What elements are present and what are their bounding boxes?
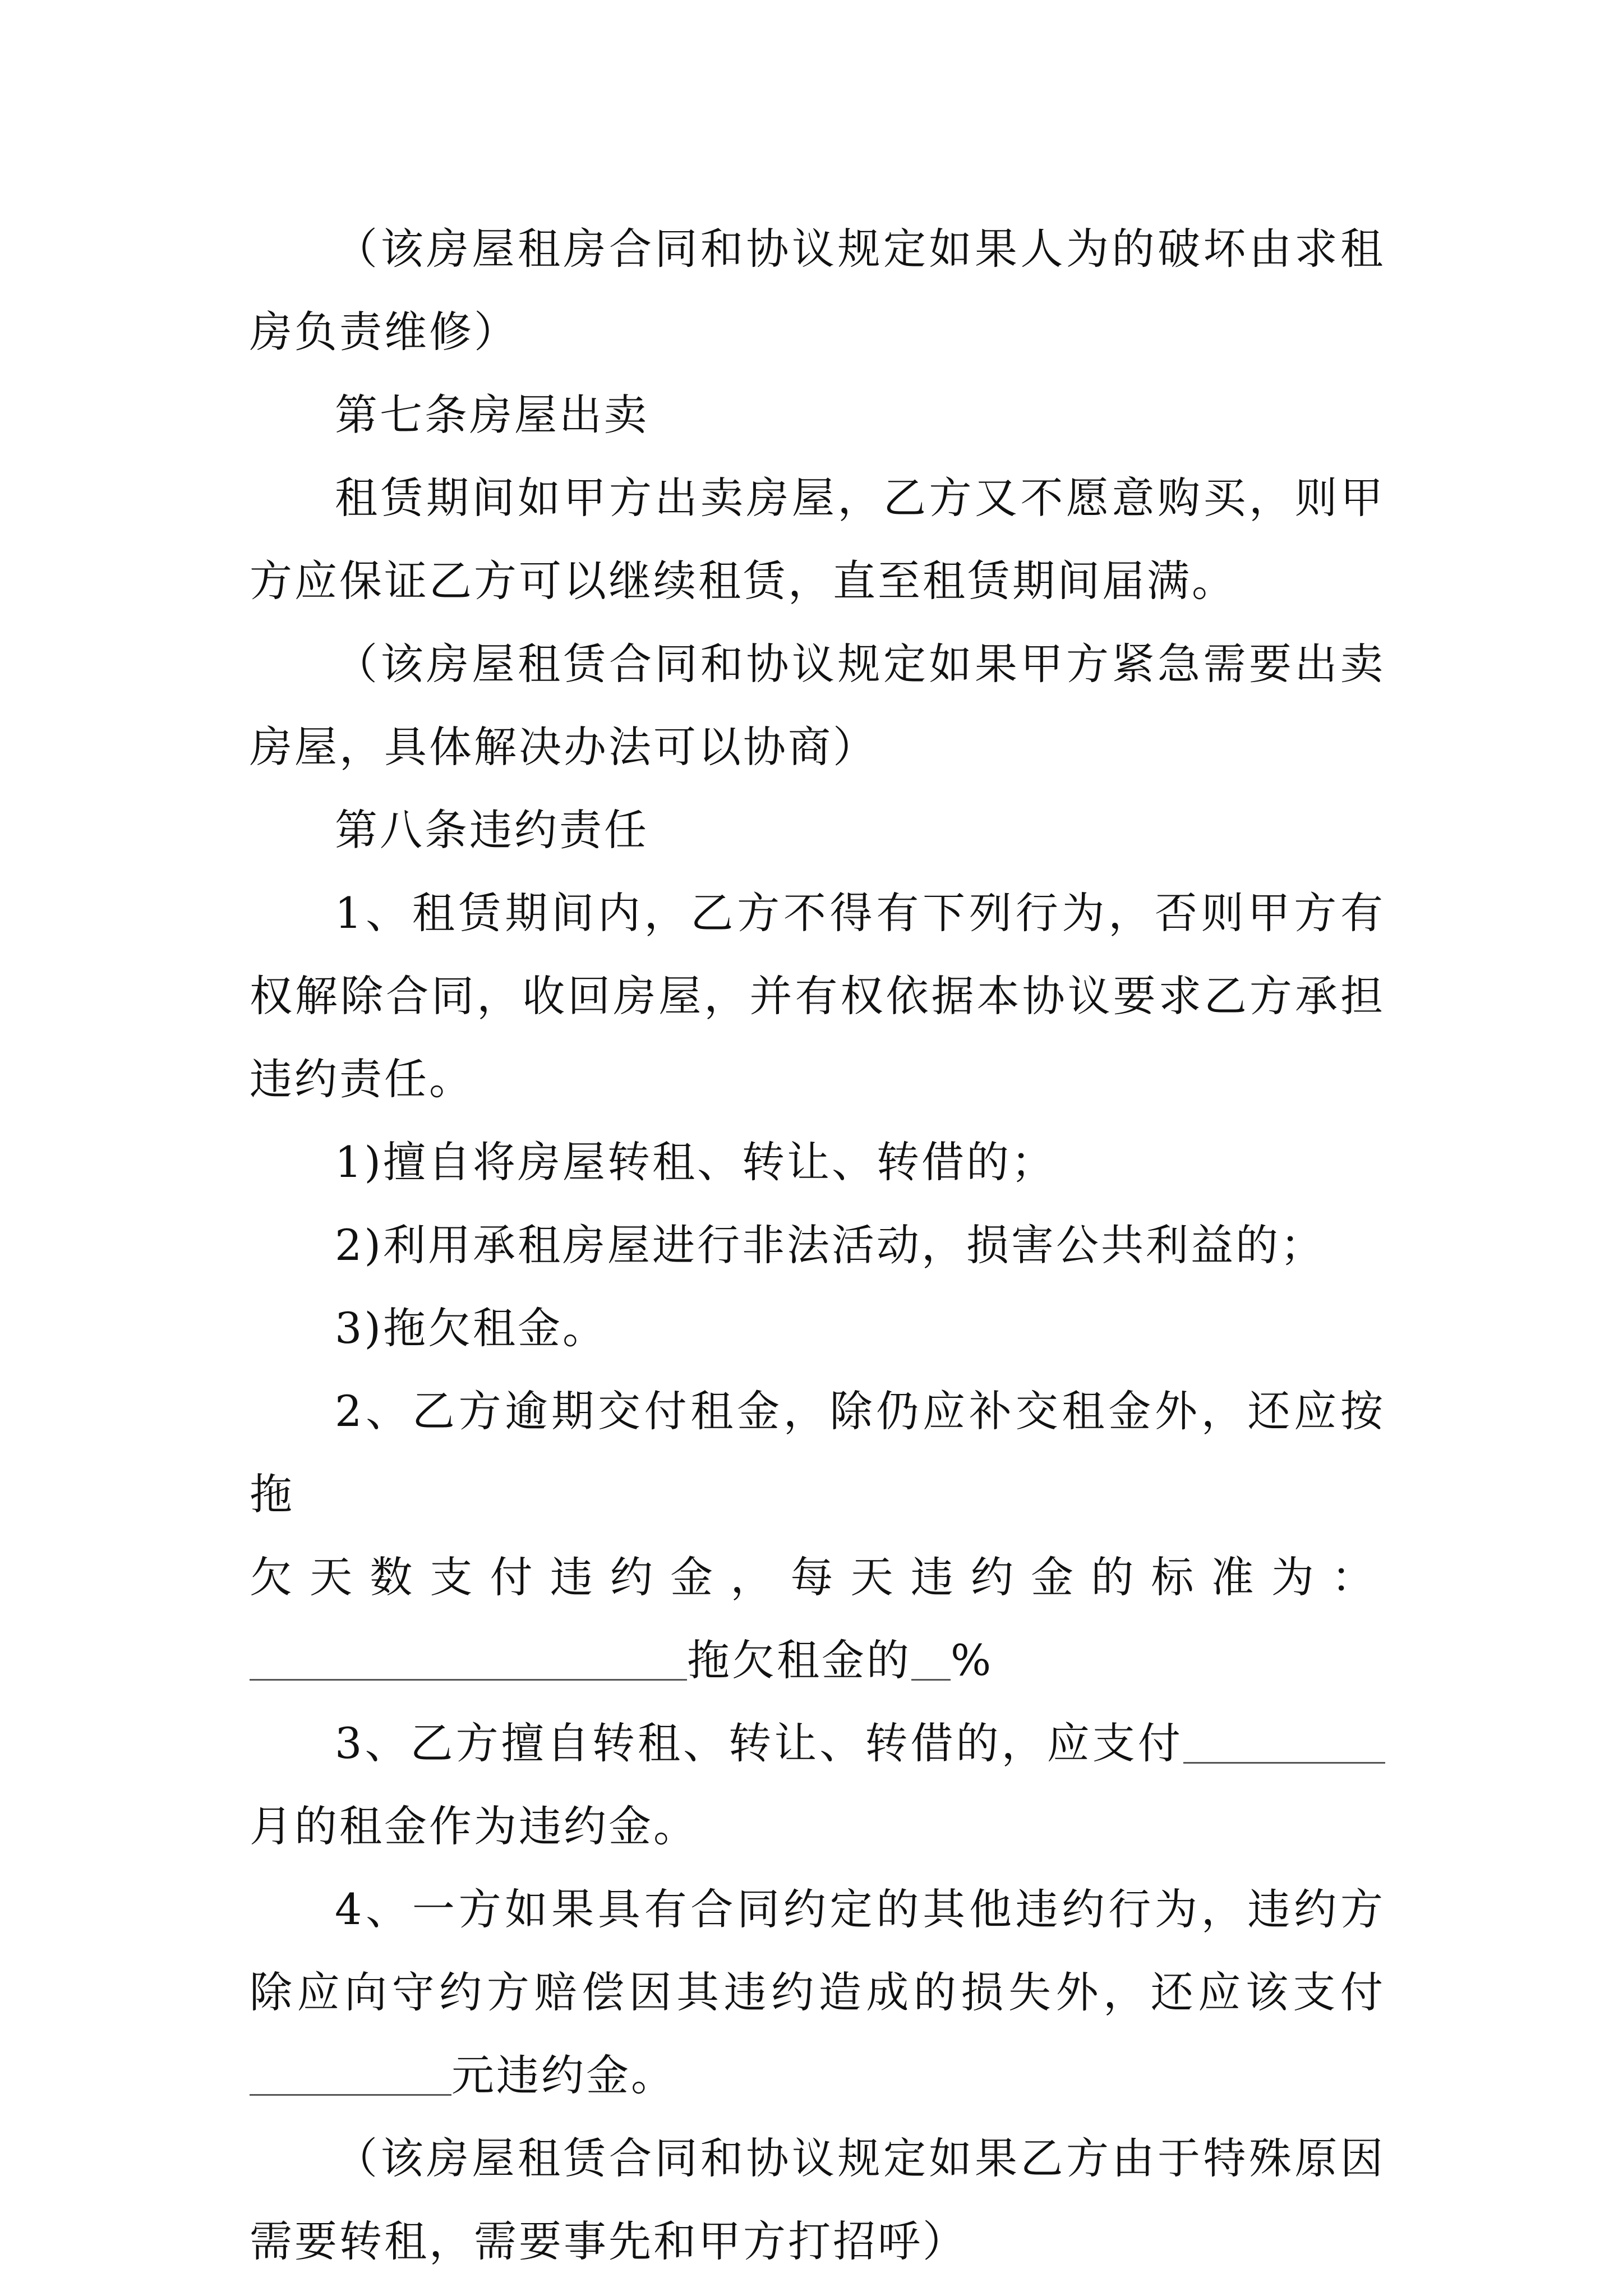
clause-4-text-a: 4、一方如果具有合同约定的其他违约行为，违约方除应向守约方赔偿因其违约造成的损失外，还应该支付 [250, 1884, 1385, 2017]
blank-line [911, 1634, 951, 1681]
clause-1: 1、租赁期间内，乙方不得有下列行为，否则甲方有权解除合同，收回房屋，并有权依据本协议要求乙方承担违约责任。 [250, 888, 1385, 1104]
article-8-title: 第八条违约责任 [335, 805, 649, 855]
clause-2-text-b: 欠天数支付违约金，每天违约金的标准为： [250, 1552, 1385, 1602]
article-7-body: 租赁期间如甲方出卖房屋，乙方又不愿意购买，则甲方应保证乙方可以继续租赁，直至租赁期间届满。 [250, 473, 1385, 606]
clause-4-text-b: 元违约金。 [451, 2050, 676, 2100]
clause-1-item-2: 2)利用承租房屋进行非法活动，损害公共利益的； [335, 1220, 1326, 1270]
clause-2-text-d: % [951, 1635, 994, 1685]
clause-2-text-c: 拖欠租金的 [687, 1635, 911, 1685]
clause-1-item-1: 1)擅自将房屋转租、转让、转借的； [335, 1137, 1057, 1187]
article-7-note: （该房屋租赁合同和协议规定如果甲方紧急需要出卖房屋，具体解决办法可以协商） [250, 639, 1385, 772]
article-7-title: 第七条房屋出卖 [335, 390, 649, 440]
clause-2-line-3 [250, 1619, 1385, 1702]
clause-2-line-1 [250, 1370, 1385, 1536]
blank-line [1183, 1717, 1385, 1764]
clause-3-text-b: 月的租金作为违约金。 [250, 1801, 698, 1851]
final-note: （该房屋租赁合同和协议规定如果乙方由于特殊原因需要转租，需要事先和甲方打招呼） [250, 2133, 1385, 2266]
clause-2-line-2 [250, 1536, 1385, 1619]
note-damage: （该房屋租房合同和协议规定如果人为的破坏由求租房负责维修） [250, 224, 1385, 357]
blank-line [250, 1634, 687, 1681]
clause-3-text-a: 3、乙方擅自转租、转让、转借的，应支付 [335, 1718, 1183, 1768]
clause-2-text-a: 2、乙方逾期交付租金，除仍应补交租金外，还应按拖 [250, 1386, 1385, 1519]
document-body [250, 208, 1385, 2283]
clause-3 [250, 1702, 1385, 1868]
clause-4 [250, 1868, 1385, 2117]
clause-1-item-3: 3)拖欠租金。 [335, 1303, 608, 1353]
blank-line [250, 2049, 451, 2096]
